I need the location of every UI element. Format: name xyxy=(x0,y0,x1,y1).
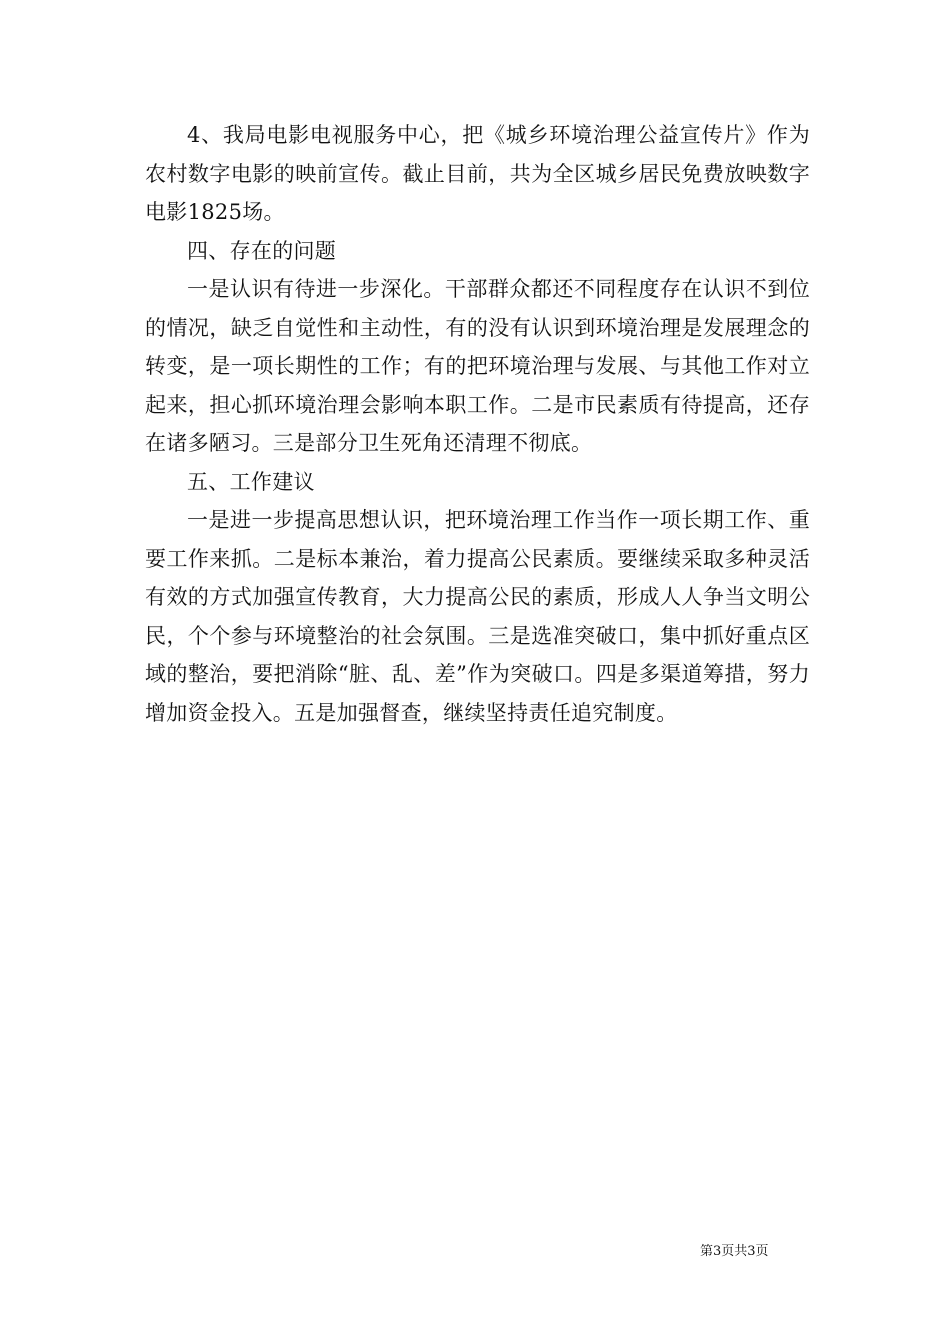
paragraph-problems: 一是认识有待进一步深化。干部群众都还不同程度存在认识不到位的情况，缺乏自觉性和主动性，有的没有认识到环境治理是发展理念的转变，是一项长期性的工作；有的把环境治理与发展、与其他工作对立起来，担心抓环境治理会影响本职工作。二是市民素质有待提高，还存在诸多陋习。三是部分卫生死角还清理不彻底。 xyxy=(145,277,810,455)
heading-work-suggestions: 五、工作建议 xyxy=(187,469,315,494)
heading-existing-problems: 四、存在的问题 xyxy=(187,238,337,263)
paragraph-film-service: 4、我局电影电视服务中心，把《城乡环境治理公益宣传片》作为农村数字电影的映前宣传。截止目前，共为全区城乡居民免费放映数字电影1825场。 xyxy=(145,123,810,224)
document-body xyxy=(145,116,810,732)
page-number: 第3页共3页 xyxy=(700,1244,769,1259)
paragraph-suggestions: 一是进一步提高思想认识，把环境治理工作当作一项长期工作、重要工作来抓。二是标本兼治，着力提高公民素质。要继续采取多种灵活有效的方式加强宣传教育，大力提高公民的素质，形成人人争当文明公民，个个参与环境整治的社会氛围。三是选准突破口，集中抓好重点区域的整治，要把消除“脏、乱、差”作为突破口。四是多渠道筹措，努力增加资金投入。五是加强督查，继续坚持责任追究制度。 xyxy=(145,508,810,725)
